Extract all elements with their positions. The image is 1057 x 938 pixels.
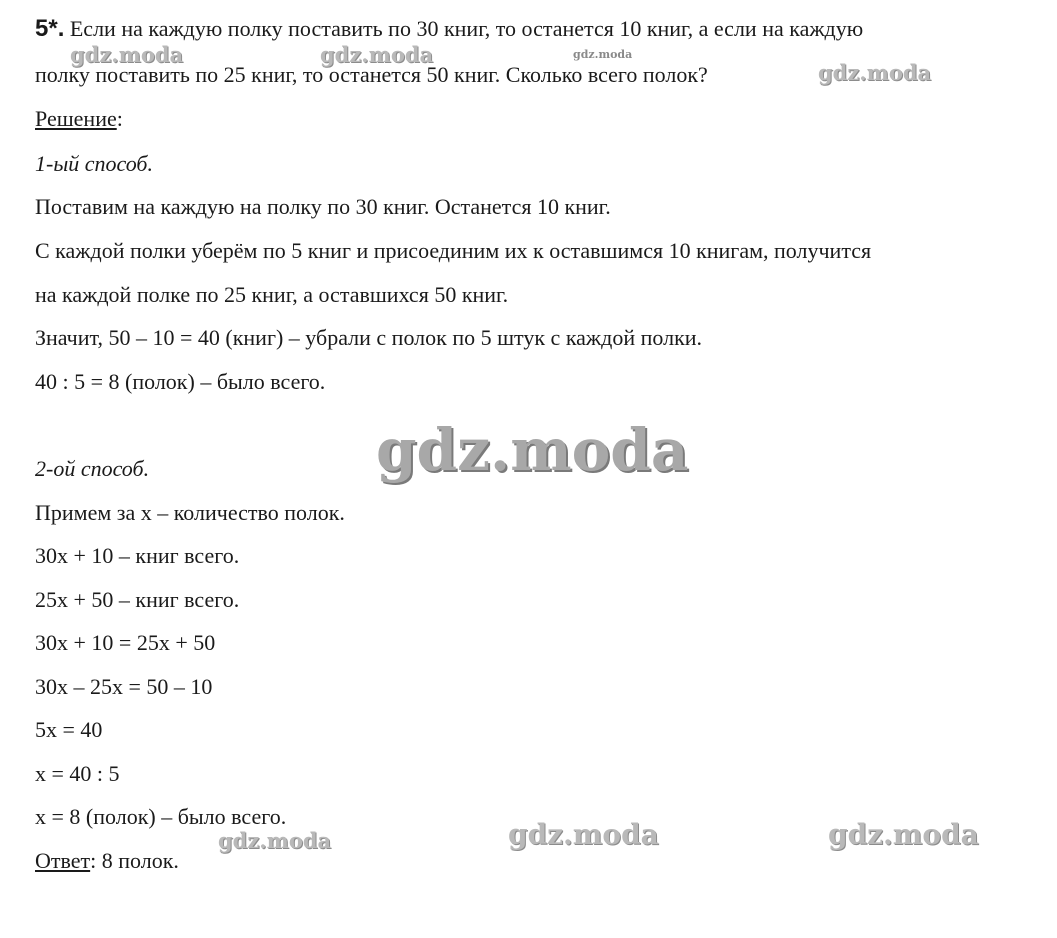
- answer-value: : 8 полок.: [90, 848, 179, 873]
- answer-label: Ответ: [35, 848, 91, 873]
- method1-title: 1-ый способ.: [35, 151, 153, 176]
- method1-line-4: Значит, 50 – 10 = 40 (книг) – убрали с полок по 5 штук с каждой полки.: [35, 325, 703, 350]
- method2-title: 2-ой способ.: [35, 456, 150, 481]
- answer-line: [35, 848, 179, 874]
- solution-heading-label: Решение: [35, 106, 117, 131]
- method2-line-5: 30х – 25х = 50 – 10: [35, 674, 213, 699]
- watermark-top-center: gdz.moda: [320, 42, 434, 67]
- problem-line-2: полку поставить по 25 книг, то останется 50 книг. Сколько всего полок?: [35, 62, 708, 87]
- problem-text-1: Если на каждую полку поставить по 30 книг, то останется 10 книг, а если на каждую: [69, 16, 864, 41]
- watermark-top-tiny: gdz.moda: [573, 48, 633, 61]
- watermark-bottom-right: gdz.moda: [828, 818, 979, 851]
- solution-heading-colon: :: [116, 106, 123, 131]
- method2-line-7: х = 40 : 5: [35, 761, 120, 786]
- problem-line-1: [35, 16, 863, 42]
- method2-line-6: 5х = 40: [35, 717, 103, 742]
- method2-line-4: 30х + 10 = 25х + 50: [35, 630, 216, 655]
- method2-line-3: 25х + 50 – книг всего.: [35, 587, 240, 612]
- watermark-center-large: gdz.moda: [376, 416, 689, 484]
- watermark-top-left: gdz.moda: [70, 42, 184, 67]
- method1-line-2: С каждой полки уберём по 5 книг и присоединим их к оставшимся 10 книгам, получится: [35, 238, 872, 263]
- watermark-bottom-center: gdz.moda: [508, 818, 659, 851]
- problem-number: 5*.: [35, 15, 65, 42]
- method1-line-5: 40 : 5 = 8 (полок) – было всего.: [35, 369, 326, 394]
- watermark-top-right: gdz.moda: [818, 60, 932, 85]
- method1-line-3: на каждой полке по 25 книг, а оставшихся 50 книг.: [35, 282, 509, 307]
- solution-heading: [35, 106, 123, 132]
- method1-line-1: Поставим на каждую на полку по 30 книг. Останется 10 книг.: [35, 194, 611, 219]
- method2-line-1: Примем за х – количество полок.: [35, 500, 345, 525]
- method2-line-2: 30х + 10 – книг всего.: [35, 543, 240, 568]
- watermark-bottom-left: gdz.moda: [218, 828, 332, 853]
- method2-line-8: х = 8 (полок) – было всего.: [35, 804, 287, 829]
